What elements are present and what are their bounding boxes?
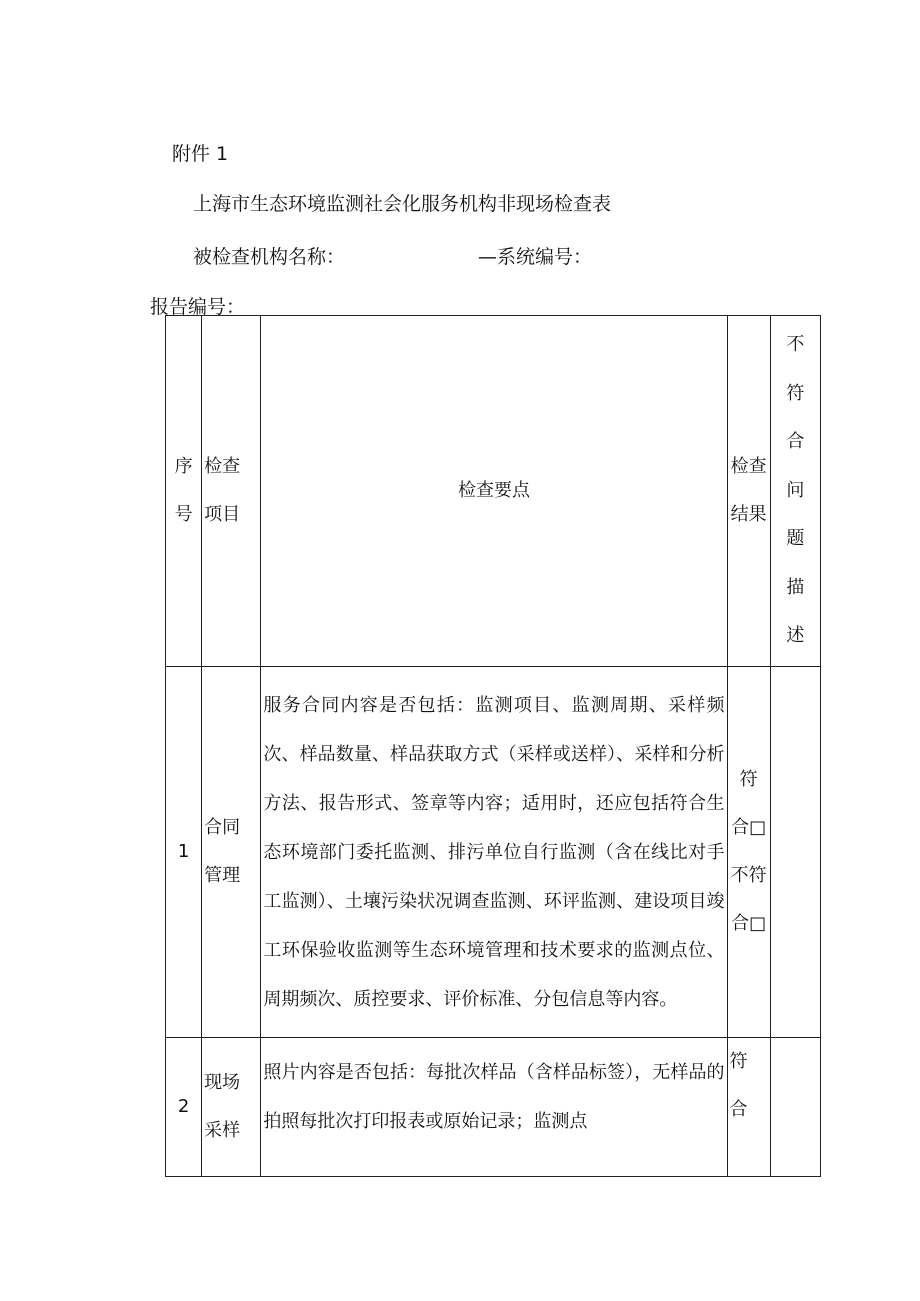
- row-no: 2: [166, 1038, 202, 1177]
- system-number-label: —系统编号：: [478, 246, 593, 268]
- header-no: 序 号: [166, 316, 202, 667]
- org-name-label: 被检查机构名称：: [193, 246, 346, 268]
- document-title: 上海市生态环境监测社会化服务机构非现场检查表: [193, 193, 612, 215]
- row-points: 照片内容是否包括：每批次样品（含样品标签），无样品的拍照每批次打印报表或原始记录；监测点: [261, 1038, 727, 1177]
- header-item: 检查 项目: [202, 316, 261, 667]
- header-points: 检查要点: [261, 316, 727, 667]
- header-result: 检查 结果: [727, 316, 770, 667]
- row-result[interactable]: 符 合□ 不符 合□: [727, 667, 770, 1038]
- report-number-label: 报告编号：: [150, 296, 246, 318]
- row-desc[interactable]: [770, 1038, 820, 1177]
- row-result[interactable]: 符 合: [727, 1038, 770, 1177]
- table-row: [166, 1038, 821, 1177]
- table-header-row: [166, 316, 821, 667]
- row-item: 现场 采样: [202, 1038, 261, 1177]
- table-row: [166, 667, 821, 1038]
- header-nonconformity-desc: 不 符 合 问 题 描 述: [770, 316, 820, 667]
- row-item: 合同 管理: [202, 667, 261, 1038]
- row-points: 服务合同内容是否包括：监测项目、监测周期、采样频次、样品数量、样品获取方式（采样或送样）、采样和分析方法、报告形式、签章等内容；适用时，还应包括符合生态环境部门委托监测、排污单位自行监测（含在线比对手工监测）、土壤污染状况调查监测、环评监测、建设项目竣工环保验收监测等生态环境管理和技术要求的监测点位、周期频次、质控要求、评价标准、分包信息等内容。: [261, 667, 727, 1038]
- row-desc[interactable]: [770, 667, 820, 1038]
- row-no: 1: [166, 667, 202, 1038]
- inspection-table: [165, 315, 821, 1177]
- attachment-label: 附件 1: [172, 143, 229, 165]
